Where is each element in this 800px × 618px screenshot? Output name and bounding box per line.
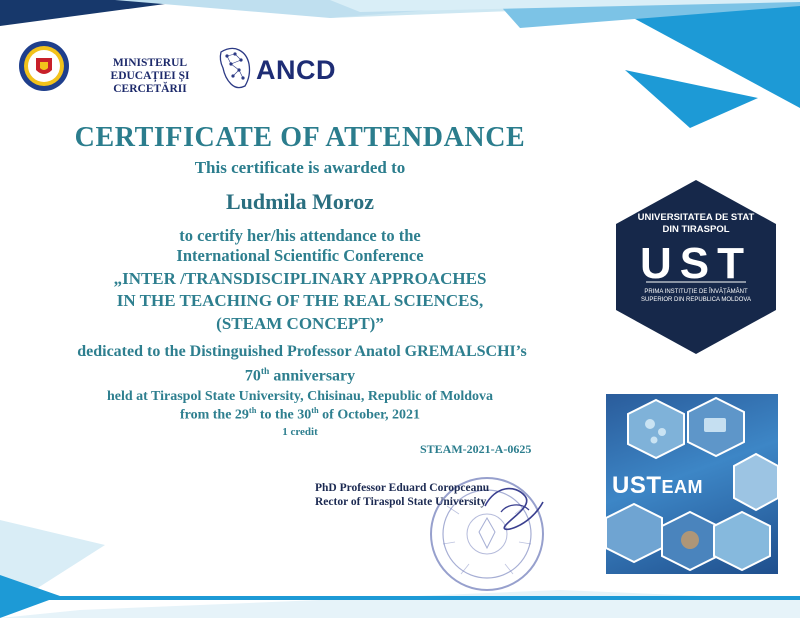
ministry-name-line1: MINISTERUL xyxy=(112,57,188,69)
anniversary-text: anniversary xyxy=(269,367,356,385)
ust-logo-line1: UNIVERSITATEA DE STAT xyxy=(637,212,755,223)
awarded-to-text: This certificate is awarded to xyxy=(194,158,406,177)
ust-university-logo xyxy=(612,178,780,356)
usteam-label xyxy=(612,472,703,500)
date-end: of October, 2021 xyxy=(318,407,421,423)
conference-title-line2: IN THE TEACHING OF THE REAL SCIENCES, xyxy=(116,291,484,310)
ust-logo-tagline2: SUPERIOR DIN REPUBLICA MOLDOVA xyxy=(641,297,751,303)
signatory-name: PhD Professor Eduard Coropceanu xyxy=(315,482,490,494)
usteam-label-main: UST xyxy=(612,472,662,499)
ust-logo-tagline1: PRIMA INSTITUȚIE DE ÎNVĂȚĂMÂNT xyxy=(644,289,748,295)
signatory-title: Rector of Tiraspol State University xyxy=(315,496,487,508)
date-mid: to the 30 xyxy=(256,407,312,423)
usteam-collage-panel xyxy=(606,394,778,574)
credit-text: 1 credit xyxy=(282,426,318,438)
date-to-suffix: th xyxy=(311,406,319,415)
date-from-suffix: th xyxy=(248,406,257,415)
ministry-name xyxy=(80,57,220,96)
dedication-line: dedicated to the Distinguished Professor Anatol GREMALSCHI’s xyxy=(77,343,527,360)
conference-title-line3: (STEAM CONCEPT)” xyxy=(216,314,384,333)
anniversary-suffix: th xyxy=(260,366,270,377)
ministry-name-line2: EDUCAȚIEI ȘI CERCETĂRII xyxy=(110,70,190,95)
venue-line: held at Tiraspol State University, Chisinau, Republic of Moldova xyxy=(106,389,494,404)
ministry-crest-icon xyxy=(18,40,70,92)
date-from: from the 29 xyxy=(179,407,249,423)
certificate-title: CERTIFICATE OF ATTENDANCE xyxy=(74,122,526,153)
conference-title-line1: „INTER /TRANSDISCIPLINARY APPROACHES xyxy=(113,269,487,288)
ust-logo-mark: UST xyxy=(640,239,752,288)
ust-logo-line2: DIN TIRASPOL xyxy=(662,224,730,235)
anniversary-number: 70 xyxy=(244,367,261,385)
usteam-label-suffix: EAM xyxy=(661,477,703,497)
certificate-code: STEAM-2021-A-0625 xyxy=(420,442,532,456)
recipient-name: Ludmila Moroz xyxy=(225,189,375,214)
date-line xyxy=(0,406,600,424)
bottom-accent-bar xyxy=(0,596,800,600)
anniversary-line xyxy=(0,366,600,385)
certify-line: to certify her/his attendance to the xyxy=(179,226,421,245)
conference-type-line: International Scientific Conference xyxy=(176,246,424,265)
ancd-logo-text: ANCD xyxy=(256,55,336,85)
